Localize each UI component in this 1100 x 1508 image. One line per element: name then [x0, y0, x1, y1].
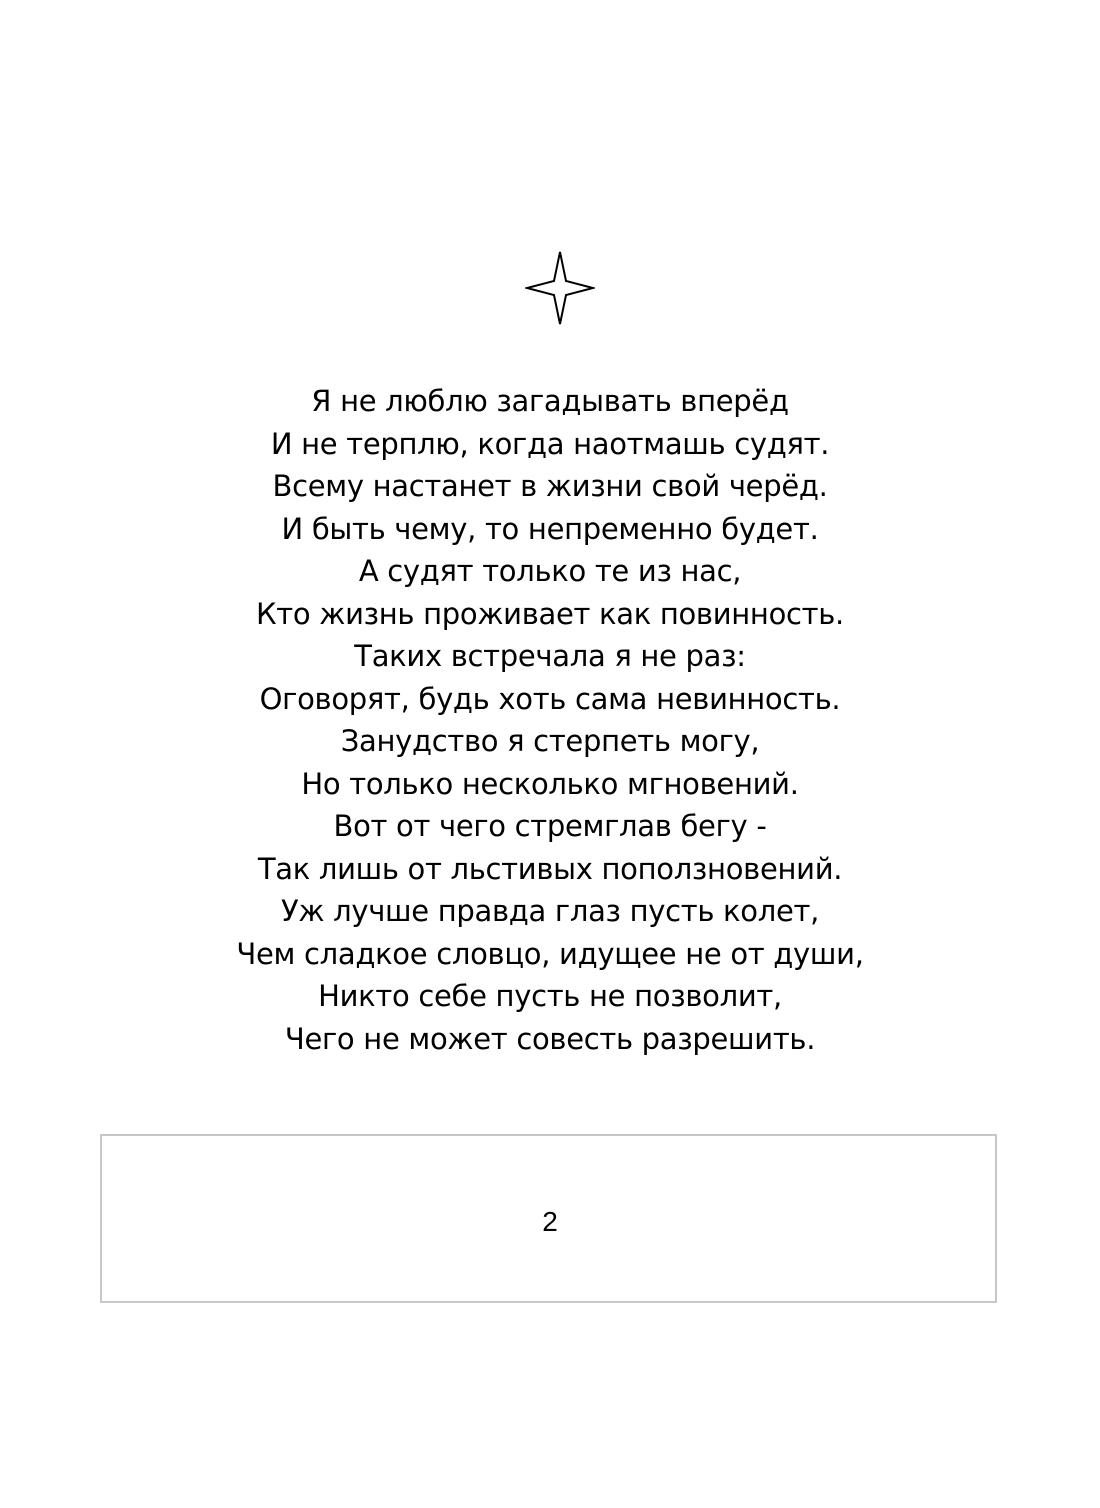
poem-line: И быть чему, то непременно будет. [281, 511, 819, 546]
poem-line: Таких встречала я не раз: [354, 639, 746, 673]
poem-line: И не терплю, когда наотмашь судят. [270, 426, 830, 461]
poem-line: Никто себе пусть не позволит, [318, 979, 782, 1013]
poem-line: Я не люблю загадывать вперёд [311, 384, 789, 418]
poem-line: Оговорят, будь хоть сама невинность. [259, 681, 841, 716]
poem-line: Уж лучше правда глаз пусть колет, [280, 894, 819, 928]
poem-line: Чего не может совесть разрешить. [284, 1021, 816, 1056]
poem-line: А судят только те из нас, [358, 554, 742, 588]
poem-line: Вот от чего стремглав бегу - [333, 809, 767, 843]
poem-line: Кто жизнь проживает как повинность. [256, 596, 844, 631]
page-number: 2 [542, 1206, 558, 1237]
poem-line: Занудство я стерпеть могу, [340, 724, 760, 758]
poem-line: Так лишь от льстивых поползновений. [257, 851, 843, 886]
poem-line: Всему настанет в жизни свой черёд. [272, 469, 828, 503]
poem-line: Но только несколько мгновений. [301, 766, 799, 801]
four-point-star-icon [525, 250, 595, 326]
poem-line: Чем сладкое словцо, идущее не от души, [236, 936, 864, 971]
poem [150, 380, 950, 1060]
